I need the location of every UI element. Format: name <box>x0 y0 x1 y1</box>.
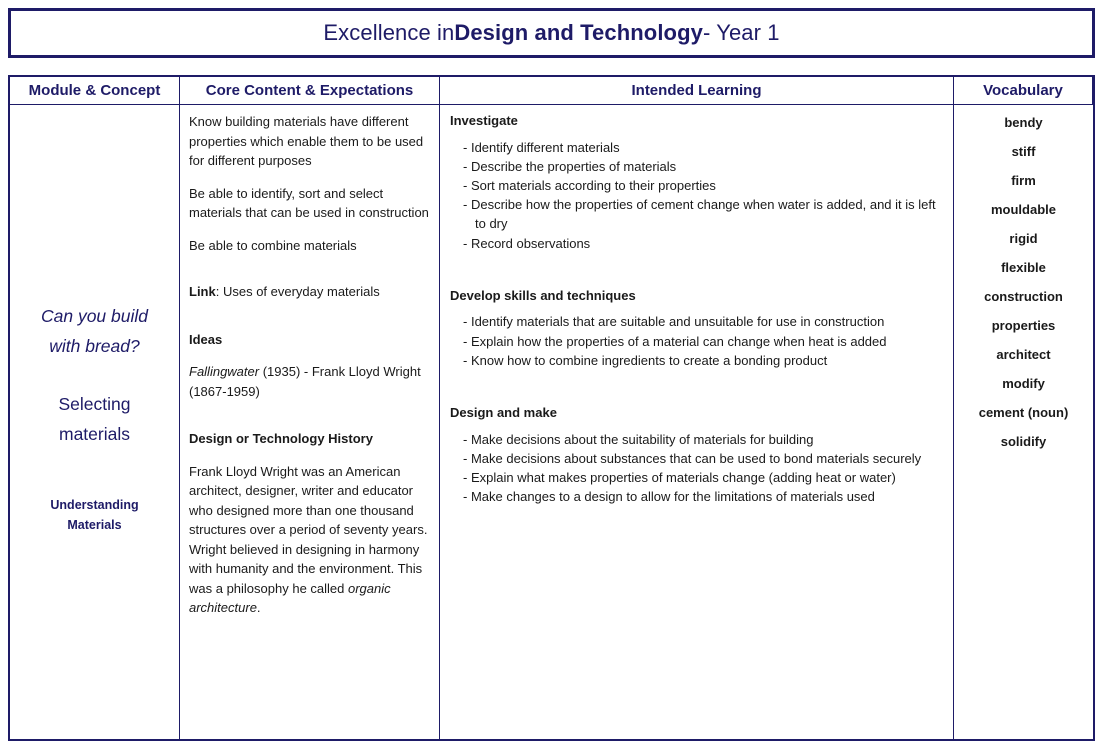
vocab-word: bendy <box>1004 115 1043 130</box>
bullet-item: - Identify different materials <box>450 138 941 157</box>
header-intended-learning: Intended Learning <box>440 77 954 105</box>
ideas-line <box>189 362 430 401</box>
module-question: Can you build with bread? <box>40 306 149 357</box>
module-concept: Selecting materials <box>58 394 131 445</box>
core-link-line <box>189 282 430 302</box>
bullet-item: - Explain what makes properties of materials change (adding heat or water) <box>450 468 941 487</box>
vocab-word: rigid <box>1009 231 1038 246</box>
history-end: . <box>256 600 261 615</box>
bullet-item: - Explain how the properties of a material can change when heat is added <box>450 332 941 351</box>
bullet-item: - Make decisions about the suitability of materials for building <box>450 430 941 449</box>
ideas-heading: Ideas <box>189 331 223 347</box>
link-label: Link <box>189 284 216 299</box>
vocab-word: architect <box>996 347 1051 362</box>
history-term: organic architecture <box>189 580 391 615</box>
document-title <box>8 8 1095 58</box>
vocab-word: firm <box>1011 173 1036 188</box>
vocab-word: cement (noun) <box>978 405 1069 420</box>
intended-learning-cell <box>440 105 954 739</box>
history-paragraph <box>189 462 430 618</box>
bullet-item: - Know how to combine ingredients to create a bonding product <box>450 351 941 370</box>
header-core-content: Core Content & Expectations <box>180 77 440 105</box>
vocab-word: flexible <box>1001 260 1046 275</box>
bullet-item: - Record observations <box>450 234 941 253</box>
bullet-item: - Describe the properties of materials <box>450 157 941 176</box>
vocabulary-cell <box>954 105 1093 739</box>
vocab-word: properties <box>991 318 1056 333</box>
title-suffix: - Year 1 <box>702 20 780 45</box>
vocab-word: stiff <box>1011 144 1036 159</box>
vocab-word: mouldable <box>990 202 1056 217</box>
title-subject: Design and Technology <box>454 20 703 45</box>
module-concept-cell <box>10 105 180 739</box>
vocab-word: construction <box>984 289 1063 304</box>
ideas-rest: (1935) - Frank Lloyd Wright (1867-1959) <box>189 364 421 399</box>
vocab-word: modify <box>1002 376 1045 391</box>
curriculum-table <box>8 75 1095 741</box>
bullet-item: - Describe how the properties of cement change when water is added, and it is left to dry <box>450 195 941 233</box>
il-heading: Design and make <box>450 405 557 421</box>
core-content-cell <box>180 105 440 739</box>
vocab-word: solidify <box>1000 434 1047 449</box>
bullet-item: - Identify materials that are suitable and unsuitable for use in construction <box>450 312 941 331</box>
core-paragraph: Be able to combine materials <box>189 237 357 253</box>
history-heading: Design or Technology History <box>189 431 373 446</box>
il-section-investigate <box>450 111 941 253</box>
core-paragraph: Know building materials have different properties which enable them to be used for different purposes <box>189 114 424 168</box>
bullet-item: - Make decisions about substances that can be used to bond materials securely <box>450 449 941 468</box>
header-vocabulary: Vocabulary <box>954 77 1093 105</box>
module-strand: Understanding Materials <box>50 498 139 533</box>
bullet-item: - Sort materials according to their properties <box>450 176 941 195</box>
title-prefix: Excellence in <box>323 20 455 45</box>
link-text: : Uses of everyday materials <box>215 284 380 299</box>
il-section-develop-skills <box>450 286 941 370</box>
bullet-item: - Make changes to a design to allow for the limitations of materials used <box>450 487 941 506</box>
history-text: Frank Lloyd Wright was an American architect, designer, writer and educator who designed more than one thousand structures over a period of seventy years. Wright believed in designing in harmony with humanity and the environment. This was a philosophy he called <box>189 463 428 596</box>
il-section-design-and-make <box>450 403 941 506</box>
il-heading: Develop skills and techniques <box>450 287 636 303</box>
ideas-work-title: Fallingwater <box>189 364 260 379</box>
il-heading: Investigate <box>450 113 518 128</box>
header-module-concept: Module & Concept <box>10 77 180 105</box>
core-paragraph: Be able to identify, sort and select materials that can be used in construction <box>189 185 429 220</box>
